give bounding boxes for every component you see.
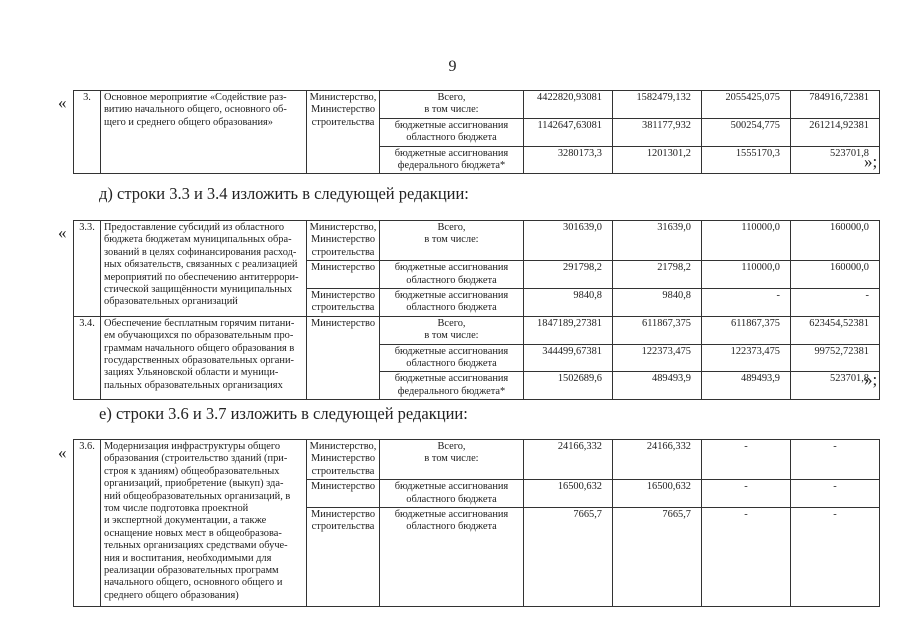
source-cell: бюджетные ассигнования областного бюджета: [380, 289, 524, 317]
value-cell: 611867,375: [613, 316, 702, 344]
value-cell: 344499,67381: [524, 344, 613, 372]
row-executor: Министерство строительства: [307, 289, 380, 317]
value-cell: 1555170,3: [702, 146, 791, 174]
value-cell: 24166,332: [613, 440, 702, 480]
value-cell: 1502689,6: [524, 372, 613, 400]
value-cell: 784916,72381: [791, 91, 880, 119]
value-cell: 21798,2: [613, 261, 702, 289]
value-cell: -: [791, 508, 880, 607]
page-number: 9: [448, 58, 457, 75]
value-cell: 110000,0: [702, 221, 791, 261]
value-cell: -: [702, 508, 791, 607]
value-cell: -: [702, 289, 791, 317]
value-cell: 291798,2: [524, 261, 613, 289]
source-cell: бюджетные ассигнования областного бюджета: [380, 480, 524, 508]
value-cell: 160000,0: [791, 261, 880, 289]
source-cell: Всего, в том числе:: [380, 440, 524, 480]
source-cell: бюджетные ассигнования федерального бюджета*: [380, 146, 524, 174]
value-cell: 1201301,2: [613, 146, 702, 174]
table-row-3-6: [73, 439, 880, 607]
value-cell: 301639,0: [524, 221, 613, 261]
value-cell: 122373,475: [702, 344, 791, 372]
value-cell: 1582479,132: [613, 91, 702, 119]
row-description: Предоставление субсидий из областного бюджета бюджетам муниципальных обра- зований в целях софинансирования расход- ных обязательств, связанных с реализацией мероприятий по обеспечению антитеррори- стической защищённости муниципальных образовательных организаций: [101, 221, 307, 317]
row-index: 3.6.: [74, 440, 101, 607]
value-cell: 2055425,075: [702, 91, 791, 119]
value-cell: 489493,9: [613, 372, 702, 400]
value-cell: 381177,932: [613, 118, 702, 146]
row-executor: Министерство, Министерство строительства: [307, 440, 380, 480]
value-cell: 24166,332: [524, 440, 613, 480]
row-description: Модернизация инфраструктуры общего образования (строительство зданий (при- строя к зданиям) общеобразовательных организаций, приобретение (выкуп) зда- ний общеобразовательных организаций, в том числе подготовка проектной и экспертной документации, а также оснащение новых мест в общеобразова- тельных организациях средствами обуче- ния и воспитания, необходимыми для реализации образовательных программ начального общего, основного общего и среднего общего образования): [101, 440, 307, 607]
value-cell: 4422820,93081: [524, 91, 613, 119]
value-cell: -: [791, 289, 880, 317]
value-cell: -: [702, 480, 791, 508]
row-index: 3.4.: [74, 316, 101, 399]
value-cell: 7665,7: [524, 508, 613, 607]
table-rows-3-3-3-4: [73, 220, 880, 400]
value-cell: 1847189,27381: [524, 316, 613, 344]
value-cell: 500254,775: [702, 118, 791, 146]
table-row-3: [73, 90, 880, 174]
source-cell: бюджетные ассигнования федерального бюджета*: [380, 372, 524, 400]
value-cell: -: [791, 480, 880, 508]
value-cell: -: [702, 440, 791, 480]
row-executor: Министерство: [307, 480, 380, 508]
row-executor: Министерство строительства: [307, 508, 380, 607]
value-cell: 122373,475: [613, 344, 702, 372]
value-cell: 9840,8: [524, 289, 613, 317]
value-cell: 7665,7: [613, 508, 702, 607]
value-cell: 261214,92381: [791, 118, 880, 146]
source-cell: бюджетные ассигнования областного бюджета: [380, 118, 524, 146]
source-cell: бюджетные ассигнования областного бюджета: [380, 344, 524, 372]
value-cell: 16500,632: [524, 480, 613, 508]
source-cell: бюджетные ассигнования областного бюджета: [380, 508, 524, 607]
value-cell: 623454,52381: [791, 316, 880, 344]
open-quote-3: «: [58, 443, 67, 462]
value-cell: 3280173,3: [524, 146, 613, 174]
close-quote-2: »;: [864, 370, 878, 389]
value-cell: 523701,8: [791, 146, 880, 174]
value-cell: 160000,0: [791, 221, 880, 261]
row-description: Основное мероприятие «Содействие раз- витию начального общего, основного об- щего и среднего общего образования»: [101, 91, 307, 174]
value-cell: 99752,72381: [791, 344, 880, 372]
value-cell: -: [791, 440, 880, 480]
close-quote-1: »;: [864, 152, 878, 171]
heading-d: д) строки 3.3 и 3.4 изложить в следующей редакции:: [99, 184, 469, 203]
value-cell: 110000,0: [702, 261, 791, 289]
value-cell: 611867,375: [702, 316, 791, 344]
source-cell: Всего, в том числе:: [380, 91, 524, 119]
row-executor: Министерство: [307, 261, 380, 289]
value-cell: 16500,632: [613, 480, 702, 508]
row-executor: Министерство, Министерство строительства: [307, 91, 380, 174]
row-index: 3.3.: [74, 221, 101, 317]
row-description: Обеспечение бесплатным горячим питани- ем обучающихся по образовательным про- граммам начального общего образования в государственных образовательных органи- зациях Ульяновской области и муници- пальных образовательных организациях: [101, 316, 307, 399]
source-cell: бюджетные ассигнования областного бюджета: [380, 261, 524, 289]
open-quote-1: «: [58, 93, 67, 112]
value-cell: 523701,8: [791, 372, 880, 400]
open-quote-2: «: [58, 223, 67, 242]
value-cell: 31639,0: [613, 221, 702, 261]
heading-e: е) строки 3.6 и 3.7 изложить в следующей редакции:: [99, 404, 468, 423]
value-cell: 1142647,63081: [524, 118, 613, 146]
row-executor: Министерство, Министерство строительства: [307, 221, 380, 261]
row-index: 3.: [74, 91, 101, 174]
source-cell: Всего, в том числе:: [380, 316, 524, 344]
value-cell: 489493,9: [702, 372, 791, 400]
value-cell: 9840,8: [613, 289, 702, 317]
row-executor: Министерство: [307, 316, 380, 399]
source-cell: Всего, в том числе:: [380, 221, 524, 261]
